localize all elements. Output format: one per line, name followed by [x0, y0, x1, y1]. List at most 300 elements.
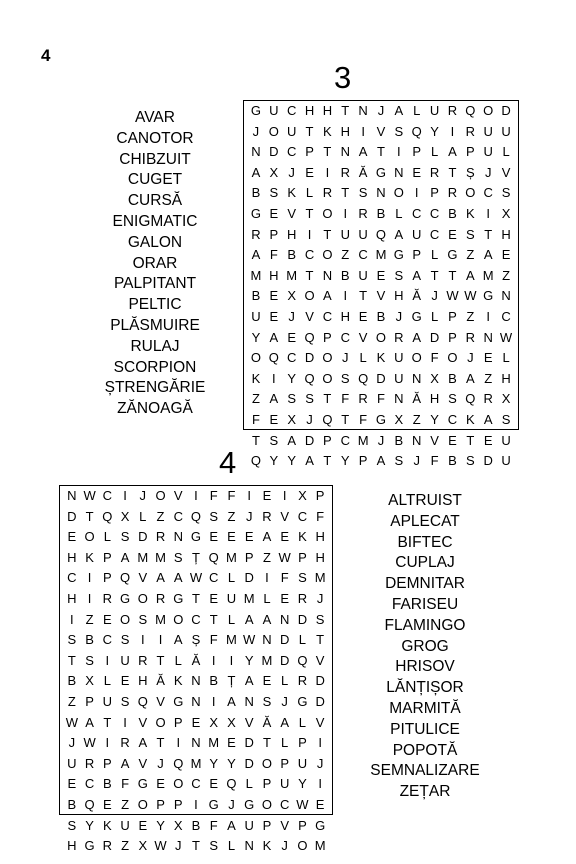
- grid-letter: W: [189, 570, 203, 586]
- grid-letter: Q: [208, 549, 219, 565]
- grid-letter: U: [501, 432, 511, 448]
- grid-letter: T: [484, 226, 493, 242]
- grid-letter: I: [450, 123, 455, 139]
- word-list-item: ȘTRENGĂRIE: [104, 379, 206, 397]
- grid-letter: T: [377, 144, 385, 160]
- grid-letter: E: [376, 267, 386, 283]
- grid-letter: A: [120, 549, 130, 565]
- grid-letter: C: [173, 508, 183, 524]
- grid-letter: H: [340, 308, 350, 324]
- grid-letter: N: [191, 673, 201, 689]
- grid-letter: P: [280, 755, 289, 771]
- grid-letter: Z: [341, 247, 350, 263]
- grid-letter: L: [281, 735, 289, 751]
- word-list-item: APLECAT: [390, 512, 460, 530]
- grid-letter: T: [156, 652, 165, 668]
- grid-letter: Q: [102, 508, 113, 524]
- grid-letter: A: [376, 453, 386, 469]
- grid-letter: X: [501, 391, 511, 407]
- grid-letter: Z: [67, 693, 76, 709]
- grid-letter: J: [68, 735, 76, 751]
- grid-letter: T: [192, 590, 200, 606]
- grid-letter: E: [448, 432, 457, 448]
- grid-letter: E: [156, 776, 165, 792]
- grid-letter: I: [486, 308, 490, 324]
- grid-letter: E: [138, 817, 148, 833]
- grid-letter: I: [194, 488, 198, 503]
- grid-letter: B: [251, 185, 261, 201]
- grid-letter: W: [499, 329, 513, 345]
- grid-letter: S: [465, 453, 475, 469]
- grid-letter: O: [261, 796, 272, 812]
- grid-letter: Q: [375, 226, 387, 242]
- word-list-item: PALPITANT: [113, 275, 197, 293]
- word-list-item: DEMNITAR: [385, 575, 465, 593]
- grid-letter: M: [250, 267, 262, 283]
- grid-letter: I: [361, 123, 365, 139]
- grid-letter: Y: [209, 755, 219, 771]
- grid-letter: Z: [412, 411, 421, 427]
- grid-letter: C: [483, 185, 493, 201]
- puzzle-4-letter-grid: [59, 485, 333, 854]
- grid-letter: X: [209, 714, 219, 730]
- grid-letter: G: [375, 411, 387, 427]
- word-list-item: PELTIC: [128, 296, 182, 314]
- grid-letter: A: [173, 632, 183, 648]
- grid-letter: Y: [85, 817, 94, 833]
- grid-letter: S: [269, 432, 279, 448]
- grid-letter: J: [175, 838, 182, 854]
- grid-letter: D: [297, 611, 308, 627]
- grid-letter: Ă: [191, 652, 201, 668]
- grid-letter: Q: [226, 776, 237, 792]
- grid-letter: E: [269, 205, 279, 221]
- grid-letter: U: [279, 776, 290, 792]
- word-list-item: AVAR: [135, 109, 175, 126]
- grid-letter: Ă: [358, 164, 368, 180]
- grid-letter: Z: [466, 308, 475, 324]
- grid-letter: E: [227, 529, 236, 545]
- grid-letter: O: [119, 611, 131, 627]
- grid-letter: U: [269, 103, 279, 118]
- grid-letter: D: [279, 632, 290, 648]
- grid-letter: T: [67, 652, 76, 668]
- grid-letter: Q: [297, 652, 308, 668]
- grid-letter: J: [342, 350, 349, 366]
- grid-letter: A: [323, 288, 332, 304]
- grid-letter: O: [322, 370, 333, 386]
- grid-letter: F: [209, 488, 218, 503]
- grid-letter: Q: [268, 350, 279, 366]
- grid-letter: H: [286, 226, 297, 242]
- grid-letter: S: [138, 611, 148, 627]
- grid-letter: E: [209, 776, 219, 792]
- word-list-item: GALON: [127, 233, 183, 251]
- grid-letter: U: [483, 144, 493, 160]
- grid-letter: S: [448, 391, 457, 407]
- grid-letter: N: [279, 611, 290, 627]
- grid-letter: P: [448, 329, 457, 345]
- grid-letter: N: [376, 185, 386, 201]
- grid-letter: K: [323, 123, 332, 139]
- grid-letter: B: [67, 796, 77, 812]
- grid-letter: Z: [121, 838, 130, 854]
- grid-letter: M: [137, 549, 149, 565]
- grid-letter: R: [429, 164, 440, 180]
- grid-letter: O: [465, 185, 476, 201]
- grid-letter: N: [67, 488, 77, 503]
- grid-letter: P: [156, 796, 165, 812]
- grid-letter: L: [298, 632, 307, 648]
- grid-letter: P: [465, 144, 475, 160]
- grid-letter: J: [431, 288, 438, 304]
- grid-letter: A: [448, 144, 457, 160]
- grid-letter: B: [191, 817, 201, 833]
- grid-letter: W: [65, 714, 78, 730]
- grid-letter: R: [465, 329, 476, 345]
- grid-letter: J: [157, 755, 164, 771]
- grid-letter: O: [483, 103, 494, 118]
- grid-letter: Q: [304, 329, 315, 345]
- grid-letter: K: [85, 549, 94, 565]
- grid-letter: R: [447, 103, 458, 118]
- grid-letter: C: [297, 508, 308, 524]
- grid-letter: G: [190, 529, 202, 545]
- grid-letter: W: [464, 288, 477, 304]
- grid-letter: P: [269, 226, 279, 242]
- word-list-item: ZEȚAR: [399, 783, 451, 801]
- grid-letter: U: [251, 308, 261, 324]
- puzzle-3-letter-grid: [243, 100, 519, 469]
- grid-letter: Y: [430, 411, 439, 427]
- grid-letter: C: [340, 329, 350, 345]
- grid-letter: S: [85, 652, 94, 668]
- grid-letter: V: [280, 817, 289, 833]
- grid-letter: B: [376, 308, 386, 324]
- grid-letter: M: [314, 570, 326, 586]
- puzzle-4-word-list: [360, 491, 490, 803]
- grid-letter: O: [393, 185, 404, 201]
- grid-letter: A: [412, 267, 422, 283]
- grid-letter: N: [173, 529, 183, 545]
- grid-letter: F: [209, 632, 218, 648]
- grid-letter: E: [315, 796, 325, 812]
- grid-letter: V: [376, 288, 386, 304]
- grid-letter: C: [286, 103, 297, 118]
- word-list-item: ENIGMATIC: [112, 212, 198, 230]
- grid-letter: A: [287, 432, 296, 448]
- grid-letter: Z: [484, 370, 493, 386]
- grid-letter: P: [102, 549, 112, 565]
- grid-letter: E: [227, 735, 236, 751]
- grid-letter: E: [287, 329, 296, 345]
- grid-letter: K: [465, 411, 475, 427]
- grid-letter: O: [137, 796, 148, 812]
- grid-letter: J: [316, 755, 324, 771]
- grid-letter: D: [304, 432, 315, 448]
- word-list-item: CUGET: [127, 171, 183, 189]
- grid-letter: N: [394, 164, 404, 180]
- grid-letter: Q: [190, 508, 202, 524]
- grid-letter: A: [85, 714, 94, 730]
- grid-letter: G: [297, 693, 308, 709]
- grid-letter: N: [322, 267, 333, 283]
- grid-letter: D: [244, 755, 254, 771]
- grid-letter: I: [123, 488, 127, 503]
- grid-letter: N: [191, 693, 201, 709]
- grid-letter: P: [315, 488, 325, 503]
- grid-letter: M: [155, 611, 166, 627]
- grid-letter: I: [87, 570, 92, 586]
- grid-letter: F: [269, 247, 278, 263]
- grid-letter: T: [209, 611, 218, 627]
- grid-letter: F: [280, 570, 289, 586]
- grid-letter: T: [341, 103, 350, 118]
- grid-letter: W: [278, 549, 291, 565]
- grid-letter: E: [305, 164, 314, 180]
- grid-letter: S: [67, 817, 77, 833]
- grid-letter: I: [307, 226, 312, 242]
- grid-letter: U: [297, 755, 308, 771]
- grid-letter: I: [486, 205, 490, 221]
- grid-letter: C: [191, 611, 201, 627]
- grid-letter: H: [67, 838, 77, 854]
- grid-letter: N: [412, 432, 422, 448]
- grid-letter: M: [286, 267, 298, 283]
- grid-letter: A: [305, 453, 314, 469]
- grid-letter: S: [358, 185, 368, 201]
- grid-letter: H: [315, 549, 325, 565]
- grid-letter: E: [412, 164, 422, 180]
- grid-letter: O: [268, 123, 279, 139]
- grid-letter: P: [412, 247, 422, 263]
- grid-letter: L: [245, 776, 253, 792]
- grid-letter: M: [226, 549, 237, 565]
- grid-letter: L: [174, 652, 182, 668]
- grid-letter: B: [287, 247, 296, 263]
- grid-letter: A: [138, 735, 148, 751]
- grid-letter: Q: [465, 103, 476, 118]
- grid-letter: P: [102, 570, 112, 586]
- grid-letter: L: [227, 838, 236, 854]
- grid-letter: G: [483, 288, 494, 304]
- grid-letter: U: [120, 817, 130, 833]
- grid-letter: L: [281, 673, 289, 689]
- grid-letter: T: [341, 411, 350, 427]
- grid-letter: T: [251, 432, 260, 448]
- grid-letter: A: [394, 226, 404, 242]
- grid-letter: K: [287, 185, 296, 201]
- grid-letter: E: [448, 226, 457, 242]
- grid-letter: E: [102, 796, 112, 812]
- grid-letter: D: [138, 529, 148, 545]
- grid-letter: I: [229, 652, 234, 668]
- grid-letter: Ă: [412, 391, 422, 407]
- grid-letter: N: [412, 370, 422, 386]
- grid-letter: F: [209, 817, 218, 833]
- grid-letter: F: [121, 776, 130, 792]
- grid-letter: S: [262, 693, 272, 709]
- grid-letter: Ă: [412, 288, 422, 304]
- grid-letter: U: [244, 817, 254, 833]
- grid-letter: T: [316, 632, 325, 648]
- grid-letter: A: [244, 673, 254, 689]
- word-list-item: LĂNȚIȘOR: [386, 679, 464, 697]
- grid-letter: W: [83, 735, 96, 751]
- grid-letter: J: [139, 488, 147, 503]
- grid-letter: U: [120, 652, 130, 668]
- grid-letter: N: [394, 391, 404, 407]
- grid-letter: J: [467, 350, 474, 366]
- grid-letter: A: [269, 391, 279, 407]
- grid-letter: U: [358, 267, 368, 283]
- grid-letter: C: [322, 308, 333, 324]
- grid-letter: R: [84, 755, 95, 771]
- grid-letter: T: [323, 226, 332, 242]
- grid-letter: O: [297, 838, 308, 854]
- grid-letter: G: [375, 164, 387, 180]
- grid-letter: V: [280, 508, 289, 524]
- word-list-item: ALTRUIST: [388, 492, 462, 509]
- grid-letter: B: [448, 370, 457, 386]
- grid-letter: H: [138, 673, 148, 689]
- grid-letter: G: [447, 247, 458, 263]
- grid-letter: K: [465, 205, 475, 221]
- grid-letter: C: [429, 226, 440, 242]
- grid-letter: O: [447, 350, 458, 366]
- grid-letter: I: [70, 611, 74, 627]
- grid-letter: I: [414, 185, 419, 201]
- grid-letter: U: [429, 103, 440, 118]
- grid-letter: R: [102, 838, 113, 854]
- grid-letter: L: [359, 350, 367, 366]
- grid-letter: Q: [250, 453, 261, 469]
- grid-letter: A: [483, 411, 493, 427]
- grid-letter: P: [298, 735, 307, 751]
- grid-letter: I: [194, 796, 198, 812]
- grid-letter: S: [501, 411, 511, 427]
- grid-letter: C: [501, 308, 511, 324]
- grid-letter: A: [251, 247, 261, 263]
- grid-letter: J: [288, 164, 295, 180]
- grid-letter: V: [156, 693, 165, 709]
- grid-letter: T: [323, 453, 332, 469]
- grid-letter: X: [85, 673, 94, 689]
- grid-letter: Ș: [465, 164, 475, 180]
- grid-letter: J: [395, 308, 403, 324]
- grid-letter: L: [298, 714, 307, 730]
- grid-letter: F: [430, 350, 439, 366]
- grid-letter: O: [173, 611, 184, 627]
- grid-letter: Q: [411, 123, 422, 139]
- grid-letter: O: [155, 714, 166, 730]
- grid-letter: L: [413, 103, 421, 118]
- grid-letter: W: [83, 488, 96, 503]
- grid-letter: V: [138, 755, 148, 771]
- grid-letter: I: [211, 693, 216, 709]
- grid-letter: F: [251, 411, 260, 427]
- grid-letter: A: [412, 329, 422, 345]
- grid-letter: B: [85, 632, 94, 648]
- grid-letter: I: [87, 590, 92, 606]
- grid-letter: H: [67, 590, 77, 606]
- word-list-item: FARISEU: [391, 595, 459, 613]
- grid-letter: F: [377, 391, 385, 407]
- grid-letter: I: [123, 714, 127, 730]
- grid-letter: B: [448, 205, 457, 221]
- grid-letter: G: [119, 590, 131, 606]
- grid-letter: L: [430, 308, 439, 324]
- grid-letter: J: [316, 590, 324, 606]
- grid-letter: U: [358, 226, 368, 242]
- grid-letter: S: [394, 453, 404, 469]
- grid-letter: J: [228, 796, 235, 812]
- grid-letter: A: [269, 329, 279, 345]
- grid-letter: P: [262, 817, 272, 833]
- grid-letter: G: [250, 205, 261, 221]
- grid-letter: S: [120, 632, 130, 648]
- grid-letter: R: [297, 673, 308, 689]
- grid-letter: J: [484, 164, 492, 180]
- word-list-item: SCORPION: [113, 358, 197, 376]
- grid-letter: G: [173, 693, 184, 709]
- grid-letter: A: [358, 144, 368, 160]
- grid-letter: C: [209, 570, 219, 586]
- grid-letter: U: [102, 693, 113, 709]
- grid-letter: I: [282, 488, 287, 503]
- grid-letter: Z: [251, 391, 260, 407]
- grid-letter: A: [244, 611, 254, 627]
- grid-letter: D: [269, 144, 279, 160]
- grid-letter: U: [394, 350, 404, 366]
- grid-letter: T: [262, 735, 271, 751]
- grid-letter: Q: [84, 796, 95, 812]
- grid-letter: O: [322, 205, 333, 221]
- grid-letter: J: [377, 432, 385, 448]
- grid-letter: P: [244, 549, 254, 565]
- grid-letter: P: [358, 453, 368, 469]
- grid-letter: D: [279, 652, 290, 668]
- grid-letter: D: [67, 508, 77, 524]
- grid-letter: S: [269, 185, 279, 201]
- grid-letter: N: [358, 103, 368, 118]
- word-list-item: MARMITĂ: [389, 699, 461, 717]
- grid-letter: Y: [251, 329, 261, 345]
- grid-letter: O: [261, 755, 272, 771]
- grid-letter: E: [244, 529, 254, 545]
- grid-letter: J: [281, 838, 288, 854]
- grid-letter: Y: [244, 652, 254, 668]
- grid-letter: T: [430, 267, 439, 283]
- grid-letter: U: [483, 123, 493, 139]
- grid-letter: T: [448, 164, 457, 180]
- grid-letter: D: [315, 693, 325, 709]
- grid-letter: T: [305, 267, 314, 283]
- grid-letter: U: [340, 226, 350, 242]
- grid-letter: M: [190, 755, 202, 771]
- grid-letter: V: [358, 329, 368, 345]
- grid-letter: E: [269, 411, 279, 427]
- grid-letter: B: [340, 267, 350, 283]
- grid-letter: M: [261, 652, 273, 668]
- grid-letter: S: [394, 123, 404, 139]
- grid-letter: S: [120, 529, 130, 545]
- grid-letter: V: [173, 488, 183, 503]
- grid-letter: H: [67, 549, 77, 565]
- grid-letter: R: [465, 123, 476, 139]
- grid-letter: V: [376, 123, 386, 139]
- grid-letter: E: [269, 288, 279, 304]
